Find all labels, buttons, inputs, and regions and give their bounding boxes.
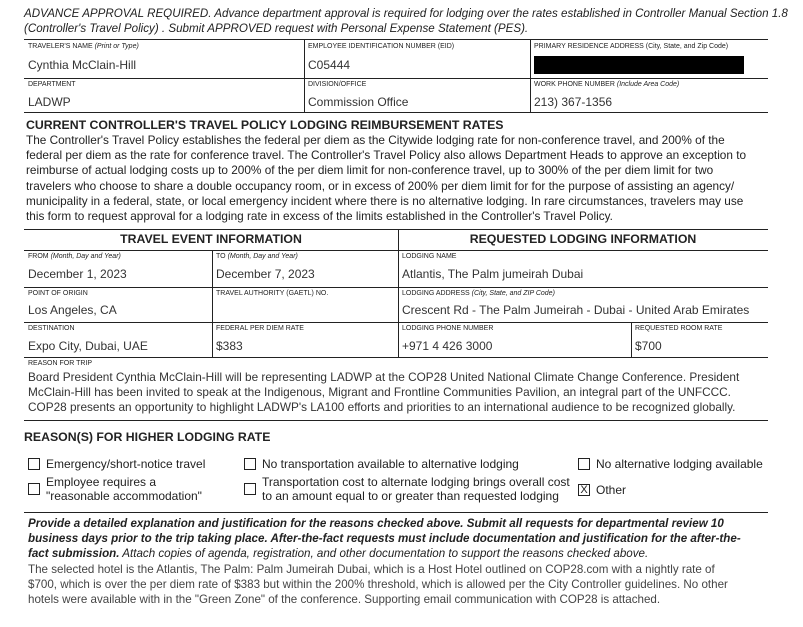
grid-line: [24, 112, 768, 113]
division-label: DIVISION/OFFICE: [308, 81, 367, 88]
lodging-phone-label: LODGING PHONE NUMBER: [402, 325, 494, 332]
grid-line: [530, 39, 531, 112]
reason-line: McClain-Hill has been invited to speak at the Indigenous, Migrant and Frontline Communities Pavilion, an integral part of the UNFCCC.: [28, 385, 731, 400]
reason-line: Board President Cynthia McClain-Hill will be representing LADWP at the COP28 United National Climate Change Conference. President: [28, 370, 740, 384]
checkbox-no-alternative[interactable]: [578, 458, 590, 470]
policy-line: federal per diem as the rate for conference travel. The Controller's Travel Policy also allows Department Heads to approve an exception to: [26, 148, 747, 163]
checkbox-emergency[interactable]: [28, 458, 40, 470]
grid-line: [24, 39, 768, 40]
traveler-name-hint: (Print or Type): [94, 43, 139, 50]
approval-notice-line2: (Controller's Travel Policy) . Submit APPROVED request with Personal Expense Statement (PES).: [24, 22, 529, 35]
policy-title: CURRENT CONTROLLER'S TRAVEL POLICY LODGING REIMBURSEMENT RATES: [26, 118, 504, 132]
grid-line: [398, 229, 399, 357]
explanation-field[interactable]: [28, 562, 788, 608]
to-hint: (Month, Day and Year): [227, 253, 298, 260]
checkbox-transport-cost[interactable]: [244, 483, 256, 495]
lodging-address-field[interactable]: Crescent Rd - The Palm Jumeirah - Dubai - United Arab Emirates: [402, 303, 750, 317]
to-label-text: TO: [216, 253, 226, 260]
grid-line: [631, 322, 632, 357]
reason-option-line: Employee requires a: [46, 475, 157, 489]
per-diem-field[interactable]: $383: [216, 339, 243, 353]
eid-label: EMPLOYEE IDENTIFICATION NUMBER (EID): [308, 43, 455, 50]
checkbox-no-transportation[interactable]: [244, 458, 256, 470]
grid-line: [24, 322, 768, 323]
explanation-line: hotels were available with in the "Green Zone" of the conference. Supporting email communication with COP28 is attached.: [28, 593, 661, 607]
residence-address-label: PRIMARY RESIDENCE ADDRESS (City, State, and Zip Code): [534, 43, 729, 50]
grid-line: [24, 420, 768, 421]
department-label: DEPARTMENT: [28, 81, 76, 88]
reason-option-label: No transportation available to alternative lodging: [262, 457, 519, 471]
grid-line: [24, 250, 768, 251]
per-diem-label: FEDERAL PER DIEM RATE: [216, 325, 304, 332]
explanation-line: The selected hotel is the Atlantis, The Palm: Palm Jumeirah Dubai, which is a Host Hotel outlined on COP28.com with a nightly rate of: [28, 562, 715, 576]
from-label-text: FROM: [28, 253, 49, 260]
travel-event-title: TRAVEL EVENT INFORMATION: [120, 232, 302, 246]
travel-authority-label: TRAVEL AUTHORITY (GAETL) NO.: [216, 290, 329, 297]
work-phone-field[interactable]: 213) 367-1356: [534, 95, 613, 109]
reason-for-trip-label: REASON FOR TRIP: [28, 360, 93, 367]
lodging-address-label-text: LODGING ADDRESS: [402, 290, 470, 297]
checkbox-accommodation[interactable]: [28, 483, 40, 495]
from-hint: (Month, Day and Year): [50, 253, 121, 260]
reason-option-no-alternative[interactable]: [578, 457, 763, 471]
reason-option-line: "reasonable accommodation": [46, 489, 202, 503]
lodging-info-title: REQUESTED LODGING INFORMATION: [469, 232, 697, 246]
reason-option-line: Transportation cost to alternate lodging brings overall cost: [262, 475, 570, 489]
reason-option-label: [262, 475, 570, 503]
explanation-note: Attach copies of agenda, registration, and other documentation to support the reasons checked above.: [119, 547, 649, 561]
checkbox-other-checked[interactable]: X: [578, 484, 590, 496]
work-phone-hint: (Include Area Code): [616, 81, 680, 88]
redacted-address: [534, 56, 744, 74]
lodging-name-label: LODGING NAME: [402, 253, 457, 260]
reason-option-label: Other: [596, 483, 627, 497]
reason-option-label: No alternative lodging available: [596, 457, 763, 471]
from-date-label: [28, 253, 121, 260]
traveler-name-label: [28, 43, 139, 50]
eid-field[interactable]: C05444: [308, 58, 351, 72]
room-rate-label: REQUESTED ROOM RATE: [635, 325, 723, 332]
reason-option-accommodation[interactable]: [28, 475, 202, 503]
grid-line: [24, 287, 768, 288]
reasons-title: REASON(S) FOR HIGHER LODGING RATE: [24, 430, 271, 444]
traveler-name-field[interactable]: Cynthia McClain-Hill: [28, 58, 137, 72]
work-phone-label: [534, 81, 679, 88]
reason-option-other[interactable]: [578, 483, 626, 497]
reason-option-label: [46, 475, 202, 503]
grid-line: [304, 39, 305, 112]
explanation-line: $700, which is over the per diem rate of $383 but within the 200% threshold, which is allowed per the City Controller guidelines. No other: [28, 577, 728, 591]
reason-option-label: Emergency/short-notice travel: [46, 457, 206, 471]
approval-notice: [24, 6, 799, 36]
grid-line: [24, 78, 768, 79]
lodging-name-field[interactable]: Atlantis, The Palm jumeirah Dubai: [402, 267, 584, 281]
policy-line: municipality in a federal, state, or local emergency incident where there is no alternative lodging. In rare circumstances, travelers may use: [26, 193, 744, 208]
explanation-instructions-last: [28, 546, 788, 561]
department-field[interactable]: LADWP: [28, 95, 71, 109]
grid-line: [212, 250, 213, 357]
destination-field[interactable]: Expo City, Dubai, UAE: [28, 339, 148, 353]
approval-notice-line1: ADVANCE APPROVAL REQUIRED. Advance department approval is required for lodging over the rates established in Controller Manual Section 1.8: [24, 7, 788, 20]
lodging-phone-field[interactable]: +971 4 426 3000: [402, 339, 493, 353]
policy-line: reimburse of actual lodging costs up to 200% of the per diem limit for non-conference travel, up to 300% of the per diem limit for two: [26, 163, 714, 178]
origin-field[interactable]: Los Angeles, CA: [28, 303, 117, 317]
lodging-address-label: [402, 290, 555, 297]
explanation-section: [28, 516, 788, 607]
reason-option-emergency[interactable]: [28, 457, 205, 471]
grid-line: [24, 512, 768, 513]
policy-text: [26, 133, 786, 224]
policy-line: The Controller's Travel Policy establishes the federal per diem as the Citywide lodging rate for non-conference travel, and 200% of the: [26, 133, 725, 147]
reason-option-line: to an amount equal to or greater than requested lodging: [262, 489, 559, 503]
from-date-field[interactable]: December 1, 2023: [28, 267, 127, 281]
policy-line: this form to request approval for a lodging rate in excess of the limits established in the Controller's Travel Policy.: [26, 209, 613, 224]
grid-line: [24, 229, 768, 230]
policy-line: travelers who choose to share a double occupancy room, or in excess of 200% per diem limit for for the purpose of assisting an agency/: [26, 178, 735, 193]
explanation-instructions: Provide a detailed explanation and justification for the reasons checked above. Submit all requests for departmental review 10: [28, 517, 724, 530]
reason-line: COP28 presents an opportunity to highlight LADWP's LA100 efforts and priorities to an international audience to be recognized globally.: [28, 400, 736, 415]
reason-option-transport-cost[interactable]: [244, 475, 570, 503]
lodging-address-hint: (City, State, and ZIP Code): [471, 290, 555, 297]
destination-label: DESTINATION: [28, 325, 75, 332]
reason-for-trip-field[interactable]: [28, 370, 788, 416]
explanation-bold-last: fact submission.: [28, 547, 120, 561]
traveler-name-label-text: TRAVELER'S NAME: [28, 43, 93, 50]
reason-option-no-transportation[interactable]: [244, 457, 519, 471]
to-date-label: [216, 253, 298, 260]
origin-label: POINT OF ORIGIN: [28, 290, 88, 297]
to-date-field[interactable]: December 7, 2023: [216, 267, 315, 281]
division-field[interactable]: Commission Office: [308, 95, 409, 109]
room-rate-field[interactable]: $700: [635, 339, 662, 353]
work-phone-label-text: WORK PHONE NUMBER: [534, 81, 615, 88]
explanation-instructions: business days prior to the trip taking place. After-the-fact requests must include documentation and justification for the after-the-: [28, 532, 741, 546]
grid-line: [24, 357, 768, 358]
